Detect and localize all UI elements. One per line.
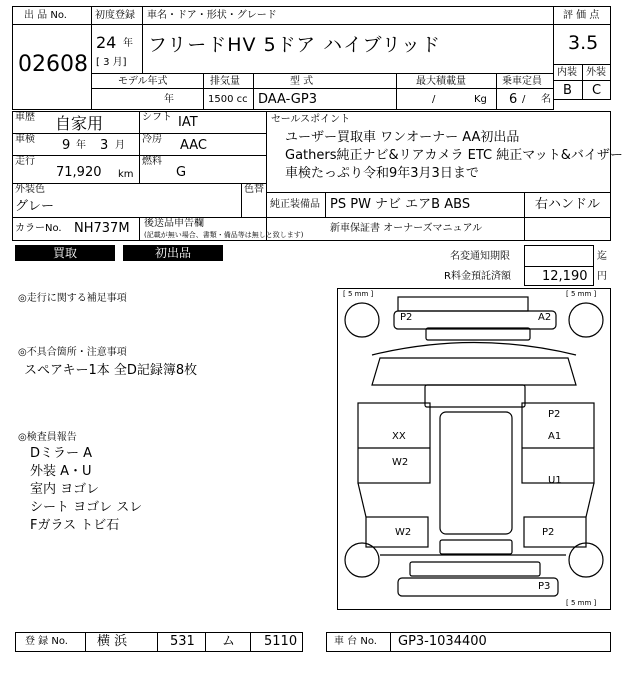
- sales-line-2: Gathers純正ナビ&リアカメラ ETC 純正マット&バイザー: [285, 148, 623, 163]
- inspector-line-1: Dミラー A: [30, 446, 93, 461]
- report-note: (記載が無い場合、書類・備品等は無しと致します): [144, 231, 304, 239]
- defects-title: ◎不具合箇所・注意事項: [18, 347, 127, 358]
- steering-value: 右ハンドル: [535, 197, 601, 212]
- mileage-label: 走行: [15, 156, 35, 167]
- corner-tl: [ 5 mm ]: [343, 290, 374, 298]
- capacity-value: 6: [509, 92, 518, 107]
- color-change-label: 色替: [244, 184, 264, 195]
- mark-xx: XX: [392, 431, 406, 442]
- interior-grade: B: [563, 83, 572, 98]
- mark-front-a2: A2: [538, 312, 552, 323]
- car-label: 車名・ドア・形状・グレード: [147, 10, 277, 21]
- model-year-unit: 年: [164, 94, 174, 105]
- exterior-grade: C: [592, 83, 602, 98]
- reg-num: 5110: [264, 634, 298, 649]
- color-no-value: NH737M: [74, 221, 130, 236]
- equipment-value: PS PW ナビ エアB ABS: [330, 197, 471, 212]
- inspection-year-unit: 年: [76, 140, 86, 151]
- recycle-value: 12,190: [542, 269, 588, 284]
- reg-year: 24: [96, 33, 117, 52]
- exterior-label: 外装: [586, 67, 606, 78]
- reg-no-label: 登 録 No.: [25, 636, 68, 647]
- usage-label: 車歴: [15, 112, 35, 123]
- corner-tr: [ 5 mm ]: [566, 290, 597, 298]
- displacement-label: 排気量: [210, 76, 240, 87]
- mark-rear-w2: W2: [395, 527, 412, 538]
- shift-label: シフト: [142, 112, 172, 123]
- usage-value: 自家用: [55, 114, 104, 133]
- score-value: 3.5: [568, 32, 599, 54]
- inspector-line-3: 室内 ヨゴレ: [30, 482, 100, 497]
- chassis-value: GP3-1034400: [398, 634, 487, 649]
- type-value: DAA-GP3: [258, 92, 317, 107]
- mark-rear-p3: P3: [538, 581, 551, 592]
- mark-rear-p2: P2: [542, 527, 555, 538]
- capacity-unit: 名: [541, 94, 551, 105]
- lot-label: 出 品 No.: [24, 10, 67, 21]
- sales-line-1: ユーザー買取車 ワンオーナー AA初出品: [285, 130, 520, 145]
- capacity-label: 乗車定員: [502, 76, 542, 87]
- inspection-year: 9: [62, 138, 71, 153]
- deadline-unit: 迄: [597, 251, 607, 262]
- score-label: 評 価 点: [563, 10, 600, 21]
- reg-month: [ 3 月]: [96, 57, 127, 68]
- inspector-title: ◎検査員報告: [18, 432, 77, 443]
- first-listing-bar: 初出品: [123, 245, 223, 261]
- color-value: グレー: [15, 199, 55, 214]
- load-unit: Kg: [474, 94, 487, 105]
- mark-front-p2: P2: [400, 312, 413, 323]
- color-no-label: カラーNo.: [15, 223, 62, 234]
- interior-label: 内装: [557, 67, 577, 78]
- driving-notes-title: ◎走行に関する補足事項: [18, 293, 127, 304]
- model-year-label: モデル年式: [118, 76, 168, 87]
- warranty-value: 新車保証書 オーナーズマニュアル: [330, 223, 483, 234]
- inspection-month: 3: [100, 138, 109, 153]
- inspector-line-4: シート ヨゴレ スレ: [30, 500, 143, 515]
- inspection-month-unit: 月: [115, 140, 125, 151]
- mark-right-p2: P2: [548, 409, 561, 420]
- reg-year-unit: 年: [123, 38, 133, 49]
- load-slash: /: [432, 94, 436, 105]
- capacity-slash: /: [522, 94, 526, 105]
- sales-point-label: セールスポイント: [271, 114, 351, 125]
- inspection-label: 車検: [15, 134, 35, 145]
- mark-right-a1: A1: [548, 431, 562, 442]
- mark-right-u1: U1: [548, 475, 562, 486]
- recycle-label: R料金預託済額: [444, 271, 511, 282]
- inspector-line-5: Fガラス トビ石: [30, 518, 120, 533]
- deadline-label: 名変通知期限: [450, 251, 510, 262]
- mark-left-w2: W2: [392, 457, 409, 468]
- reg-label: 初度登録: [95, 10, 135, 21]
- purchase-bar: 買取: [15, 245, 115, 261]
- report-label: 後送品申告欄: [144, 218, 204, 229]
- defects-line: スペアキー1本 全D記録簿8枚: [24, 363, 198, 378]
- equipment-label: 純正装備品: [270, 199, 320, 210]
- reg-city: 横 浜: [97, 634, 128, 649]
- mileage-value: 71,920: [56, 165, 102, 180]
- lot-number: 02608: [18, 52, 88, 77]
- chassis-label: 車 台 No.: [334, 636, 377, 647]
- car-name: フリードHV 5ドア ハイブリッド: [148, 34, 442, 56]
- ac-label: 冷房: [142, 134, 162, 145]
- fuel-value: G: [176, 165, 187, 180]
- displacement-value: 1500 cc: [208, 94, 248, 105]
- reg-class: 531: [170, 634, 195, 649]
- ac-value: AAC: [180, 138, 207, 153]
- color-label: 外装色: [15, 184, 45, 195]
- corner-br: [ 5 mm ]: [566, 599, 597, 607]
- sales-line-3: 車検たっぷり令和9年3月3日まで: [285, 166, 479, 181]
- reg-kana: ム: [222, 634, 236, 649]
- inspector-line-2: 外装 A・U: [30, 464, 92, 479]
- recycle-unit: 円: [597, 271, 607, 282]
- mileage-unit: km: [118, 169, 134, 180]
- load-label: 最大積載量: [416, 76, 466, 87]
- type-label: 型 式: [290, 76, 314, 87]
- fuel-label: 燃料: [142, 156, 162, 167]
- shift-value: IAT: [178, 115, 198, 130]
